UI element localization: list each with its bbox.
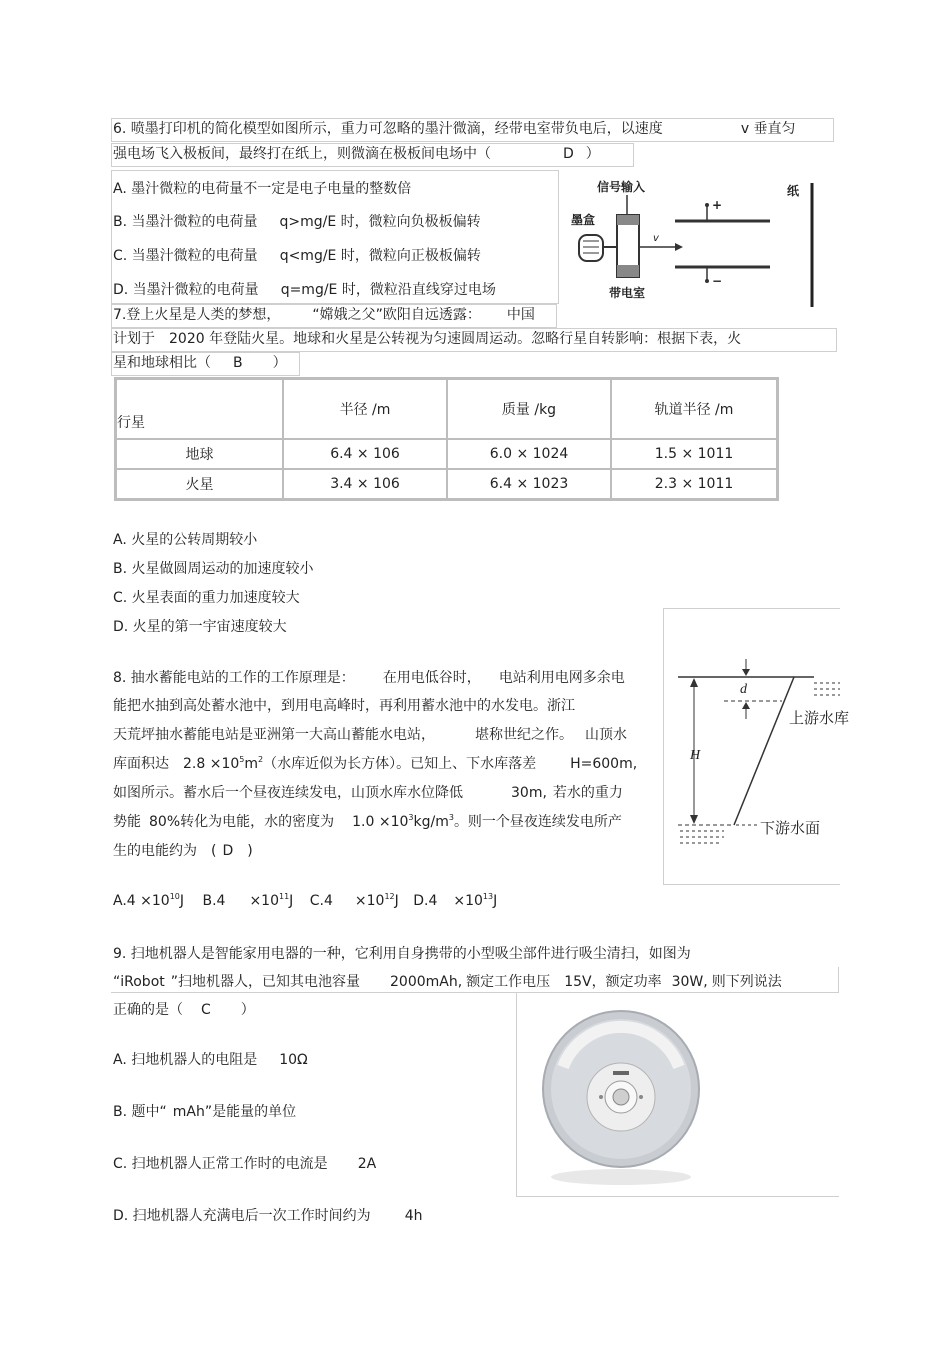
q8-line6: 势能 80%转化为电能，水的密度为 $1.0 \times 10^3kg/m^3$。则一个昼夜连续发电所产 — [113, 813, 622, 830]
table-cell: 6.4 × 1023 — [447, 469, 611, 499]
q8-line4: 库面积达 $2.8 \times 10^5m^2$（水库近似为长方体）。已知上、下水库落差 H=600m, — [113, 755, 638, 772]
table-header-row — [116, 379, 777, 439]
q6-option-a: A. 墨汁微粒的电荷量不一定是电子电量的整数倍 — [113, 181, 412, 197]
q6-option-d: D. 当墨汁微粒的电荷量 q=mg/E 时，微粒沿直线穿过电场 — [113, 282, 496, 298]
paper-label: 纸 — [787, 184, 800, 198]
table-row — [116, 439, 777, 469]
table-header-cell: 半径 /m — [283, 379, 447, 439]
q8-line1: 8. 抽水蓄能电站的工作的工作原理是： 在用电低谷时， 电站利用电网多余电 — [113, 670, 625, 686]
q6-line2: 强电场飞入极板间，最终打在纸上，则微滴在极板间电场中（ D ） — [113, 146, 600, 162]
q9-line1: 9. 扫地机器人是智能家用电器的一种，它利用自身携带的小型吸尘部件进行吸尘清扫，如图为 — [113, 946, 691, 962]
q6-line1: 6. 喷墨打印机的简化模型如图所示，重力可忽略的墨汁微滴，经带电室带负电后，以速度 v 垂直匀 — [113, 121, 796, 137]
q7-line1: 7.登上火星是人类的梦想， “嫦娥之父”欧阳自远透露： 中国 — [113, 307, 535, 323]
q6-answer: D — [563, 146, 574, 162]
q8-line7: 生的电能约为 ( D ) — [113, 843, 253, 859]
table-cell: 1.5 × 1011 — [611, 439, 777, 469]
table-cell: 火星 — [116, 469, 283, 499]
q6-option-c: C. 当墨汁微粒的电荷量 q<mg/E 时，微粒向正极板偏转 — [113, 248, 481, 264]
lower-water-label: 下游水面 — [760, 819, 821, 837]
inkjet-figure — [565, 175, 825, 310]
q9-option-b: B. 题中“ mAh”是能量的单位 — [113, 1104, 297, 1120]
minus-sign: − — [712, 274, 723, 288]
table-header-cell: 轨道半径 /m — [611, 379, 777, 439]
q9-line3: 正确的是（ C ） — [113, 1002, 255, 1018]
q9-option-d: D. 扫地机器人充满电后一次工作时间约为 4h — [113, 1208, 423, 1224]
q7-option-b: B. 火星做圆周运动的加速度较小 — [113, 561, 314, 577]
table-cell: 6.4 × 106 — [283, 439, 447, 469]
robot-vacuum-figure-frame — [516, 992, 839, 1197]
height-label-H: H — [690, 748, 701, 763]
q8-option-d: $D.4 \times 10^{13}J$ — [413, 892, 498, 909]
q9-option-a: A. 扫地机器人的电阻是 10Ω — [113, 1052, 308, 1068]
velocity-label: v — [653, 233, 659, 244]
q9-option-c: C. 扫地机器人正常工作时的电流是 2A — [113, 1156, 377, 1172]
charge-chamber-label: 带电室 — [609, 286, 646, 300]
q7-option-a: A. 火星的公转周期较小 — [113, 532, 258, 548]
q7-line3: 星和地球相比（ B ） — [113, 355, 287, 371]
q8-line2: 能把水抽到高处蓄水池中，到用电高峰时，再利用蓄水池中的水发电。浙江 — [113, 698, 575, 714]
q7-option-c: C. 火星表面的重力加速度较大 — [113, 590, 300, 606]
table-cell: 2.3 × 1011 — [611, 469, 777, 499]
planet-table — [114, 377, 779, 501]
q8-option-a: $A.4 \times 10^{10}J$ — [113, 892, 185, 909]
q8-line3: 天荒坪抽水蓄能电站是亚洲第一大高山蓄能水电站， 堪称世纪之作。 山顶水 — [113, 727, 627, 743]
table-cell: 3.4 × 106 — [283, 469, 447, 499]
q8-answer: D — [222, 843, 234, 859]
depth-label-d: d — [740, 682, 747, 697]
q9-answer: C — [201, 1002, 211, 1018]
q8-option-b: $B.4 \times 10^{11}J$ — [202, 892, 294, 909]
q8-option-c: $C.4 \times 10^{12}J$ — [309, 892, 399, 909]
table-cell: 地球 — [116, 439, 283, 469]
table-row — [116, 469, 777, 499]
q7-line2: 计划于 2020 年登陆火星。地球和火星是公转视为匀速圆周运动。忽略行星自转影响：根据下表，火 — [113, 331, 742, 347]
ink-box-label: 墨盒 — [571, 213, 596, 227]
q7-answer: B — [233, 355, 243, 371]
q6-option-b: B. 当墨汁微粒的电荷量 q>mg/E 时，微粒向负极板偏转 — [113, 214, 481, 230]
signal-input-label: 信号输入 — [597, 180, 646, 194]
upper-reservoir-label: 上游水库 — [789, 709, 850, 727]
q8-options — [113, 891, 497, 911]
table-header-cell: 行星 — [116, 379, 283, 439]
reservoir-figure-frame — [663, 608, 850, 885]
robot-vacuum-image — [517, 993, 839, 1196]
table-cell: 6.0 × 1024 — [447, 439, 611, 469]
q7-option-d: D. 火星的第一宇宙速度较大 — [113, 619, 287, 635]
plus-sign: + — [712, 198, 723, 212]
q9-line2: “iRobot ”扫地机器人，已知其电池容量 2000mAh, 额定工作电压 15V，额定功率 30W, 则下列说法 — [113, 974, 782, 990]
q8-line5: 如图所示。蓄水后一个昼夜连续发电，山顶水库水位降低 30m, 若水的重力 — [113, 785, 623, 801]
table-header-cell: 质量 /kg — [447, 379, 611, 439]
